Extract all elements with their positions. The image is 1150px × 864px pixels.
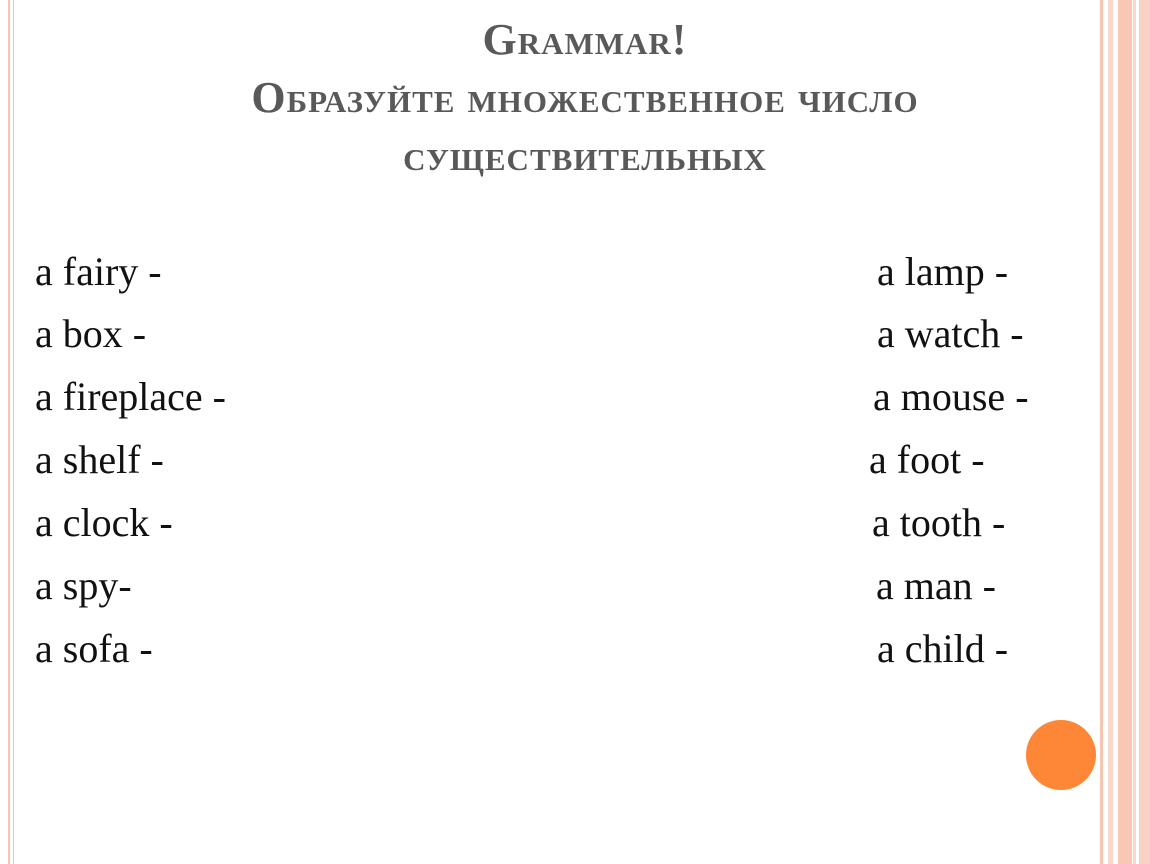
frame-line-left-inner (13, 0, 14, 864)
word-right: a foot - (869, 437, 985, 482)
word-right: a watch - (877, 311, 1024, 356)
frame-line-left (8, 0, 10, 864)
frame-line-right (1139, 0, 1150, 864)
title-line-1: Grammar! (482, 15, 688, 64)
word-right: a lamp - (877, 249, 1009, 294)
frame-line-right (1133, 0, 1136, 864)
slide-title (90, 15, 1080, 180)
word-left: a fairy - (35, 249, 162, 294)
word-right: a man - (876, 563, 996, 608)
title-line-3: существительных (403, 131, 767, 180)
word-right: a mouse - (873, 374, 1029, 419)
frame-line-right (1118, 0, 1132, 864)
word-left: a box - (35, 311, 147, 356)
word-right: a tooth - (872, 500, 1006, 545)
word-left: a sofa - (35, 626, 153, 671)
word-left: a fireplace - (35, 374, 226, 419)
word-left: a spy- (35, 563, 132, 608)
orange-circle-decoration (1026, 720, 1096, 790)
frame-line-right (1100, 0, 1103, 864)
word-right: a child - (877, 626, 1009, 671)
word-left: a clock - (35, 500, 173, 545)
word-left: a shelf - (35, 437, 164, 482)
title-line-2: Образуйте множественное число (251, 73, 919, 122)
frame-line-right (1108, 0, 1113, 864)
